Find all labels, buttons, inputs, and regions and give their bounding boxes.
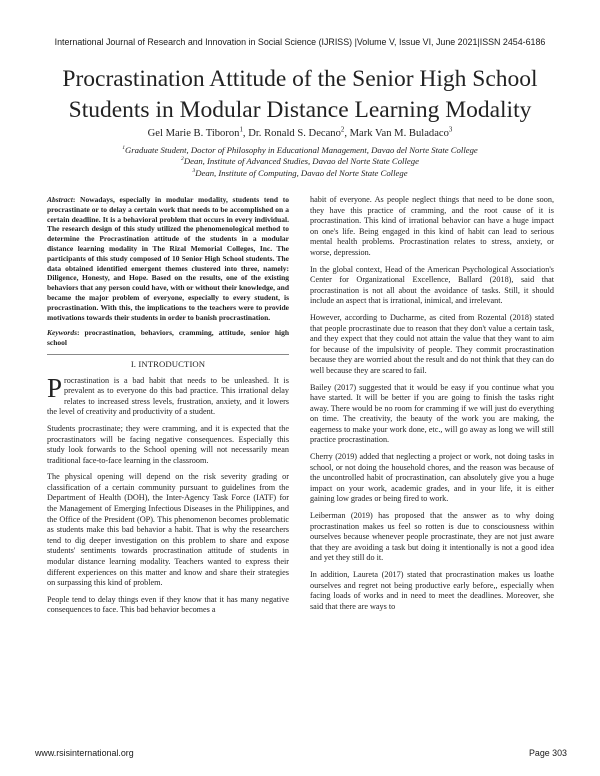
left-column: [47, 195, 289, 776]
affil-mark: 2: [181, 156, 184, 163]
body-paragraph: In the global context, Head of the American Psychological Association's Center for Organizational Excellence, Ballard (2018), said that procrastination is not all about the avoidance of tasks. Still, it should include an aspect that is irrational, inimical, and irrelevant.: [310, 264, 554, 306]
abstract-label: Abstract: [47, 195, 73, 204]
paper-title: [30, 64, 570, 126]
title-line-2: Students in Modular Distance Learning Modality: [68, 97, 532, 123]
keywords: [47, 328, 289, 348]
footer-url-link[interactable]: www.rsisinternational.org: [35, 748, 134, 758]
keywords-text: : procrastination, behaviors, cramming, attitude, senior high school: [47, 328, 289, 348]
author-name: Dr. Ronald S. Decano: [248, 128, 341, 139]
keywords-label: Keywords: [47, 328, 77, 338]
body-paragraph: Cherry (2019) added that neglecting a project or work, not doing tasks in school, or not doing the household chores, and the reason was because of the uncontrolled habit of procrastination, can absolutely give you a huge impact on your work, academic grades, and in your life, it is either gaining low grades or being fired to work.: [310, 452, 554, 504]
abstract-text: : Nowadays, especially in modular modality, students tend to procrastinate or to delay a certain work that needs to be accomplished on a certain deadline. It is a behavioral problem that occurs in every individual. The research design of this study utilized the phenomenological method to determine the Procrastination attitude of the students in a modular distance learning modality in The Rizal Memorial Colleges, Inc. The participants of this study composed of 10 Senior High School students. The data obtained identified emergent themes clustered into three, namely: Diligence, Honesty, and Hope. Based on the results, one of the existing behaviors that any person could have, with or without their knowledge, and became the major problem of everyone, especially to every student, is procrastination. With this, the implications to the teachers were to provide motivations towards their students in order to banish procrastination.: [47, 195, 289, 322]
page-number: Page 303: [528, 748, 567, 758]
author-separator: ,: [344, 128, 350, 139]
author-affil-mark: 2: [340, 126, 345, 134]
affiliation-line: [30, 156, 570, 167]
intro-paragraph: [47, 372, 289, 418]
body-paragraph: However, according to Ducharme, as cited from Rozental (2018) stated that people procrastinate due to reason that they don't value a certain task, and they expect that they could not attain the value that they want to aim for because of the impulsivity of people. They commit procrastination because they are worried about the result and do not think that they can do well because they are scared to fail.: [310, 312, 554, 375]
author-name: Gel Marie B. Tiboron: [147, 128, 240, 139]
author-separator: ,: [242, 128, 249, 139]
section-heading-introduction: I. INTRODUCTION: [130, 358, 206, 369]
affiliation-list: [30, 145, 570, 179]
intro-paragraph: People tend to delay things even if they know that it has many negative consequences to face. This bad behavior becomes a: [47, 594, 289, 615]
body-paragraph: habit of everyone. As people neglect things that need to be done soon, they have this practice of cramming, and the root cause of it is procrastination. This kind of irrational behavior can have a huge impact on one's life. Being engaged in this kind of habit can lead to serious mental health problems. Procrastination relates to stress, anxiety, or worse, depression.: [310, 195, 554, 257]
drop-cap: P: [47, 372, 63, 403]
affil-mark: 1: [122, 145, 126, 152]
intro-paragraph-text: rocrastination is a bad habit that needs to be unleashed. It is prevalent as to everyone do this bad practice. This irrational delay relates to increased stress levels, frustration, anxiety, and it lowers the level of creativity and productivity of a student.: [47, 375, 289, 417]
running-header: International Journal of Research and Innovation in Social Science (IJRISS) |Volume V, Issue VI, June 2021|ISSN 2454-6186: [54, 37, 546, 47]
author-affil-mark: 3: [448, 126, 453, 134]
author-name: Mark Van M. Buladaco: [349, 128, 449, 139]
affil-mark: 3: [192, 167, 196, 174]
affil-text: Dean, Institute of Computing, Davao del Norte State College: [195, 167, 408, 178]
affil-text: Graduate Student, Doctor of Philosophy in Educational Management, Davao del Norte State College: [125, 145, 478, 155]
abstract: [47, 195, 289, 322]
affil-text: Dean, Institute of Advanced Studies, Davao del Norte State College: [183, 156, 419, 167]
intro-paragraph: Students procrastinate; they were cramming, and it is expected that the procrastinators will be facing negative consequences. Especially this study look forwards to the School opening will not necessarily mean traditional face-to-face learning in the classroom.: [47, 423, 289, 465]
right-column: [310, 195, 554, 776]
intro-paragraph: The physical opening will depend on the risk severity grading or classification of a certain community pursuant to guidelines from the Department of Health (DOH), the Inter-Agency Task Force (IATF) for the Management of Emerging Infectious Diseases in the Philippines, and the Office of the President (OP). This phenomenon becomes problematic as students make this bad behavior a habit. That is why the researchers tend to dig deeper investigation on this problem to share and expose students' sentiments towards procrastination attitude of students in modular distance learning modality. Teachers wanted to express their different experiences on this matter and know and share their strategies on surpassing this kind of problem.: [47, 472, 289, 588]
author-list: [30, 128, 570, 139]
section-divider: [47, 354, 289, 355]
body-paragraph: Leiberman (2019) has proposed that the answer as to why doing procrastination makes us feel so rotten is due to consciousness within ourselves because whenever people procrastinate, they are not just aware that they are avoiding a task but doing it intentionally is not a good idea and yet they still do it.: [310, 511, 554, 563]
body-paragraph: In addition, Laureta (2017) stated that procrastination makes us loathe ourselves and regret not being productive early before,, especially when facing loads of works and in need to meet the deadlines. Moreover, she said that there are ways to: [310, 570, 554, 611]
author-affil-mark: 1: [239, 126, 243, 134]
title-line-1: Procrastination Attitude of the Senior High School: [62, 66, 538, 92]
affiliation-line: [30, 168, 570, 179]
affiliation-line: [30, 145, 570, 156]
body-paragraph: Bailey (2017) suggested that it would be easy if you continue what you have started. It will be better if you are going to finish the tasks right away. There would be no room for cramming if we will just do everything on time. The creativity, the beauty of the work you are making, the eagerness to make your work done, etc., will go away as long we will still practice procrastination.: [310, 382, 554, 445]
